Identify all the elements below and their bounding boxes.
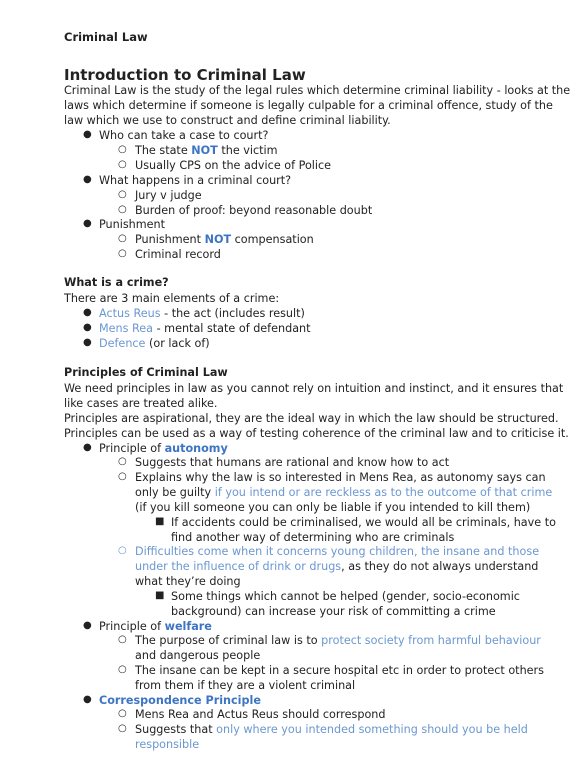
principle-welfare: Principle of welfare — [99, 620, 212, 633]
autonomy-point-3-line-3: what they’re doing — [135, 575, 241, 588]
crime-intro: There are 3 main elements of a crime: — [64, 292, 280, 305]
principle-correspondence: Correspondence Principle — [99, 694, 261, 707]
principles-line-4: Principles can be used as a way of testing coherence of the criminal law and to criticise it. — [64, 427, 569, 440]
autonomy-point-3-line-1: Difficulties come when it concerns young children, the insane and those — [135, 545, 540, 558]
principle-autonomy: Principle of autonomy — [99, 442, 228, 455]
correspondence-point-1: Mens Rea and Actus Reus should correspond — [135, 708, 386, 721]
autonomy-point-3-line-2: under the influence of drink or drugs, as they do not always understand — [135, 560, 539, 573]
intro-line-1: Criminal Law is the study of the legal rules which determine criminal liability - looks at the — [64, 84, 571, 97]
intro-line-2: laws which determine if someone is legally culpable for a criminal offence, study of the — [64, 99, 553, 112]
bullet-filled: ● — [83, 307, 92, 318]
principles-line-1: We need principles in law as you cannot rely on intuition and instinct, and it ensures that — [64, 382, 564, 395]
bullet-hollow: ○ — [118, 189, 127, 200]
page-title: Introduction to Criminal Law — [64, 66, 306, 84]
bullet-square: ■ — [155, 516, 165, 527]
correspondence-point-2-line-1: Suggests that only where you intended something should you be held — [135, 723, 528, 736]
heading-principles: Principles of Criminal Law — [64, 366, 228, 379]
bullet-filled: ● — [83, 322, 92, 333]
autonomy-sub-2-line-1: Some things which cannot be helped (gender, socio-economic — [171, 590, 520, 603]
bullet-hollow: ○ — [118, 723, 127, 734]
answer-cps: Usually CPS on the advice of Police — [135, 159, 332, 172]
bullet-hollow: ○ — [118, 664, 127, 675]
autonomy-point-2-line-1: Explains why the law is so interested in Mens Rea, as autonomy says can — [135, 471, 546, 484]
autonomy-sub-1-line-1: If accidents could be criminalised, we would all be criminals, have to — [171, 516, 556, 529]
autonomy-point-1: Suggests that humans are rational and know how to act — [135, 456, 450, 469]
element-mens-rea: Mens Rea - mental state of defendant — [99, 322, 311, 335]
answer-punishment: Punishment NOT compensation — [135, 233, 314, 246]
bullet-square: ■ — [155, 590, 165, 601]
autonomy-sub-1-line-2: find another way of determining who are criminals — [171, 531, 455, 544]
bullet-filled: ● — [83, 694, 92, 705]
bullet-hollow: ○ — [118, 233, 127, 244]
bullet-hollow: ○ — [118, 545, 127, 556]
bullet-hollow: ○ — [118, 204, 127, 215]
correspondence-point-2-line-2: responsible — [135, 738, 200, 751]
bullet-hollow: ○ — [118, 159, 127, 170]
bullet-hollow: ○ — [118, 708, 127, 719]
bullet-hollow: ○ — [118, 456, 127, 467]
principles-line-3: Principles are aspirational, they are the ideal way in which the law should be structured. — [64, 412, 559, 425]
bullet-filled: ● — [83, 174, 92, 185]
element-actus-reus: Actus Reus - the act (includes result) — [99, 307, 305, 320]
element-defence: Defence (or lack of) — [99, 337, 210, 350]
question-who-can-take: Who can take a case to court? — [99, 129, 269, 142]
intro-line-3: law which we use to construct and define criminal liability. — [64, 114, 391, 127]
bullet-hollow: ○ — [118, 634, 127, 645]
bullet-filled: ● — [83, 218, 92, 229]
autonomy-sub-2-line-2: background) can increase your risk of committing a crime — [171, 605, 496, 618]
bullet-filled: ● — [83, 620, 92, 631]
welfare-point-1-line-2: and dangerous people — [135, 649, 261, 662]
principles-line-2: like cases are treated alike. — [64, 397, 218, 410]
document-header: Criminal Law — [64, 30, 148, 44]
item-punishment: Punishment — [99, 218, 166, 231]
answer-state: The state NOT the victim — [135, 144, 278, 157]
bullet-hollow: ○ — [118, 144, 127, 155]
bullet-filled: ● — [83, 442, 92, 453]
answer-record: Criminal record — [135, 248, 221, 261]
welfare-point-2-line-2: from them if they are a violent criminal — [135, 679, 356, 692]
answer-jury: Jury v judge — [135, 189, 202, 202]
bullet-hollow: ○ — [118, 248, 127, 259]
welfare-point-2-line-1: The insane can be kept in a secure hospital etc in order to protect others — [135, 664, 544, 677]
answer-burden: Burden of proof: beyond reasonable doubt — [135, 204, 373, 217]
bullet-filled: ● — [83, 129, 92, 140]
question-criminal-court: What happens in a criminal court? — [99, 174, 292, 187]
bullet-filled: ● — [83, 337, 92, 348]
welfare-point-1-line-1: The purpose of criminal law is to protect society from harmful behaviour — [135, 634, 541, 647]
bullet-hollow: ○ — [118, 471, 127, 482]
heading-what-is-crime: What is a crime? — [64, 276, 169, 289]
autonomy-point-2-line-2: only be guilty if you intend or are reckless as to the outcome of that crime — [135, 486, 553, 499]
autonomy-point-2-line-3: (if you kill someone you can only be liable if you intended to kill them) — [135, 501, 531, 514]
